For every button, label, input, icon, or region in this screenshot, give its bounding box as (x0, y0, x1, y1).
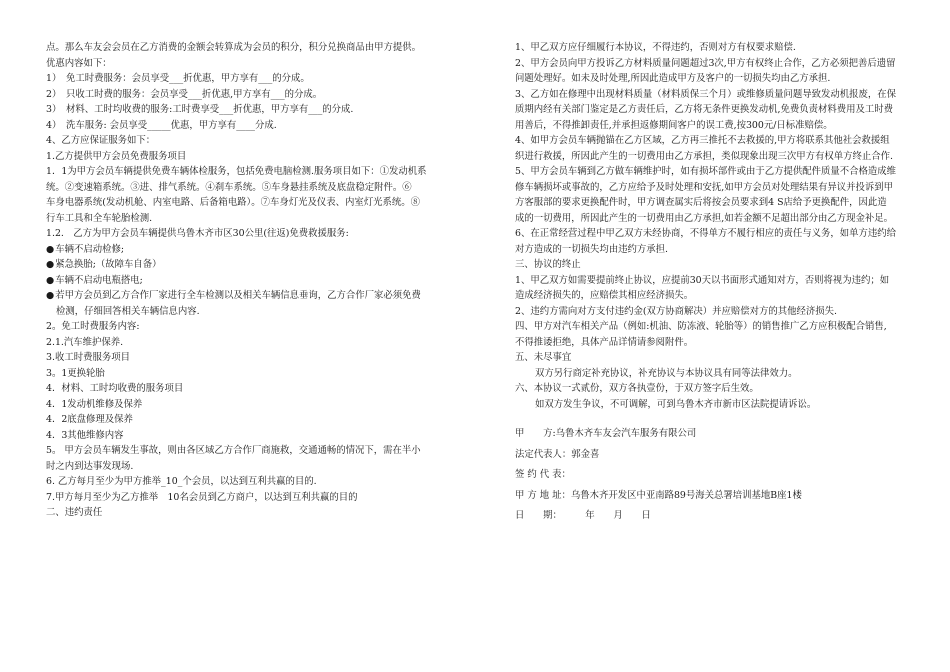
text-line: 3.收工时费服务项目 (46, 352, 130, 363)
section-heading: 四、甲方对汽车相关产品（例如:机油、防冻液、轮胎等）的销售推广乙方应积极配合销售, (515, 321, 887, 332)
text-line: 2。免工时费服务内容: (46, 321, 140, 332)
text-line: 3、乙方如在修理中出现材料质量（材料质保三个月）或维修质量问题导致发动机报废，在保 (515, 88, 896, 100)
text-line: 统。②变速箱系统。③进、排气系统。④刹车系统。⑤车身悬挂系统及底盘稳定附件。⑥ (46, 181, 412, 193)
text-line: 2、违约方需向对方支付违约金(双方协商解决）并应赔偿对方的其他经济损失. (515, 305, 837, 317)
text-line: 质期内经有关部门鉴定是乙方责任后，乙方将无条件更换发动机,免费负责材料费用及工时费 (515, 104, 893, 115)
text-line: 修车辆损坏或事故的，乙方应给予及时处理和安抚,如甲方会员对处理结果有异议并投诉到甲 (515, 181, 893, 193)
text-line: 5、甲方会员车辆到乙方做车辆维护时，如有损坏部件或由于乙方提供配件质量不合格造成维 (515, 166, 896, 177)
text-line: 成的一切费用，所因此产生的一切费用由乙方承担,如若金额不足超出部分由乙方现金补足。 (515, 212, 893, 224)
bullet-item: ● 紧急换胎;（故障车自备） (46, 257, 446, 273)
text-line: 对方造成的一切损失均由违约方承担. (515, 243, 668, 255)
text-line: 7.甲方每月至少为乙方推举 10名会员到乙方商户，以达到互利共赢的目的 (46, 491, 358, 503)
legal-representative: 法定代表人：郭金喜 (515, 448, 600, 460)
section-heading: 三、协议的终止 (515, 259, 581, 270)
text-line: 4．3其他维修内容 (46, 429, 124, 441)
text-line: 用善后，不得推卸责任,并承担返修期间客户的误工费,按300元/日标准赔偿。 (515, 119, 833, 131)
text-line: 2、甲方会员向甲方投诉乙方材料质量问题超过3次,甲方有权终止合作，乙方必须把善后遗留 (515, 57, 896, 69)
text-line: 5。 甲方会员车辆发生事故，则由各区域乙方合作厂商施救，交通通畅的情况下，需在半小 (46, 445, 421, 456)
text-line: 2.1.汽车维护保养. (46, 336, 124, 348)
text-line: 4） 洗车服务: 会员享受_____优惠，甲方享有____分成. (46, 119, 277, 131)
text-line: 3。1更换轮胎 (46, 367, 105, 379)
text-line: 如双方发生争议，不可调解，可到乌鲁木齐市新市区法院提请诉讼。 (535, 398, 817, 410)
text-line: 检测，仔细回答相关车辆信息内容. (56, 305, 200, 317)
text-line: 1.2. 乙方为甲方会员车辆提供乌鲁木齐市区30公里(往返)免费救援服务: (46, 228, 349, 239)
right-page-column (515, 40, 920, 524)
text-line: 不得推诿拒绝，具体产品详情请参阅附件。 (515, 336, 694, 348)
text-line: 双方另行商定补充协议，补充协议与本协议具有同等法律效力。 (535, 367, 798, 379)
section-heading: 六、本协议一式贰份，双方各执壹份，于双方签字后生效。 (515, 383, 759, 394)
bullet-item: ● 车辆不启动电瓶搭电; (46, 273, 446, 289)
party-a-address: 甲 方 地 址：乌鲁木齐开发区中亚南路89号海关总署培训基地B座1楼 (515, 489, 802, 501)
text-line: 2） 只收工时费的服务：会员享受___折优惠,甲方享有___的分成。 (46, 88, 323, 100)
text-line: 方客服部的要求更换配件时，甲方调查属实后将按会员要求到4 S店给予更换配件，因此造 (515, 197, 887, 208)
text-line: 1、甲乙双方如需要提前终止协议，应提前30天以书面形式通知对方，否则将视为违约；如 (515, 274, 890, 286)
bullet-item: ● 车辆不启动检修; (46, 242, 446, 258)
party-a-name: 甲 方:乌鲁木齐车友会汽车服务有限公司 (515, 428, 697, 439)
signing-date: 日 期： 年 月 日 (515, 510, 651, 521)
text-line: 行车工具和全车轮胎检测. (46, 212, 153, 224)
section-heading: 二、违约责任 (46, 507, 103, 518)
text-line: 4．材料、工时均收费的服务项目 (46, 383, 184, 394)
section-heading: 4、乙方应保证服务如下： (46, 135, 156, 146)
text-line: 时之内到达事发现场. (46, 460, 134, 472)
text-line: 车身电器系统(发动机舱、内室电路、后备箱电路）。⑦车身灯光及仪表、内室灯光系统。⑧ (46, 197, 420, 208)
text-line: 3） 材料、工时均收费的服务:工时费享受___折优惠，甲方享有___的分成. (46, 104, 354, 115)
bullet-item: ● 若甲方会员到乙方合作厂家进行全车检测以及相关车辆信息垂询，乙方合作厂家必须免费 (46, 288, 446, 304)
text-line: 优惠内容如下： (46, 57, 112, 69)
text-line: 1、甲乙双方应仔细履行本协议，不得违约，否则对方有权要求赔偿. (515, 42, 796, 53)
text-line: 4、如甲方会员车辆抛锚在乙方区域，乙方再三推托不去救援的,甲方将联系其他社会救援组 (515, 135, 890, 146)
text-line: 点。那么车友会会员在乙方消费的金额会转算成为会员的积分，积分兑换商品由甲方提供。 (46, 42, 422, 53)
left-page-column (46, 40, 446, 521)
text-line: 1.乙方提供甲方会员免费服务项目 (46, 150, 187, 162)
text-line: 织进行救援，所因此产生的一切费用由乙方承担，类似现象出现三次甲方有权单方终止合作. (515, 150, 893, 162)
section-heading: 五、未尽事宜 (515, 352, 572, 363)
text-line: 4．2底盘修理及保养 (46, 414, 133, 425)
text-line: 6、在正常经营过程中甲乙双方未经协商，不得单方不履行相应的责任与义务，如单方违约给 (515, 228, 896, 239)
text-line: 4．1发动机维修及保养 (46, 398, 143, 410)
text-line: 造成经济损失的，应赔偿其相应经济损失。 (515, 290, 694, 301)
text-line: 1．1为甲方会员车辆提供免费车辆体检服务，包括免费电脑检测.服务项目如下：①发动机系 (46, 166, 427, 177)
text-line: 6. 乙方每月至少为甲方推举_10_个会员，以达到互利共赢的目的. (46, 476, 317, 487)
text-line: 1） 免工时费服务：会员享受___折优惠，甲方享有___的分成。 (46, 73, 310, 84)
text-line: 问题处理好。如未及时处理,所因此造成甲方及客户的一切损失均由乙方承担. (515, 73, 831, 84)
signature-block (515, 426, 920, 524)
signing-representative: 签 约 代 表： (515, 469, 571, 480)
